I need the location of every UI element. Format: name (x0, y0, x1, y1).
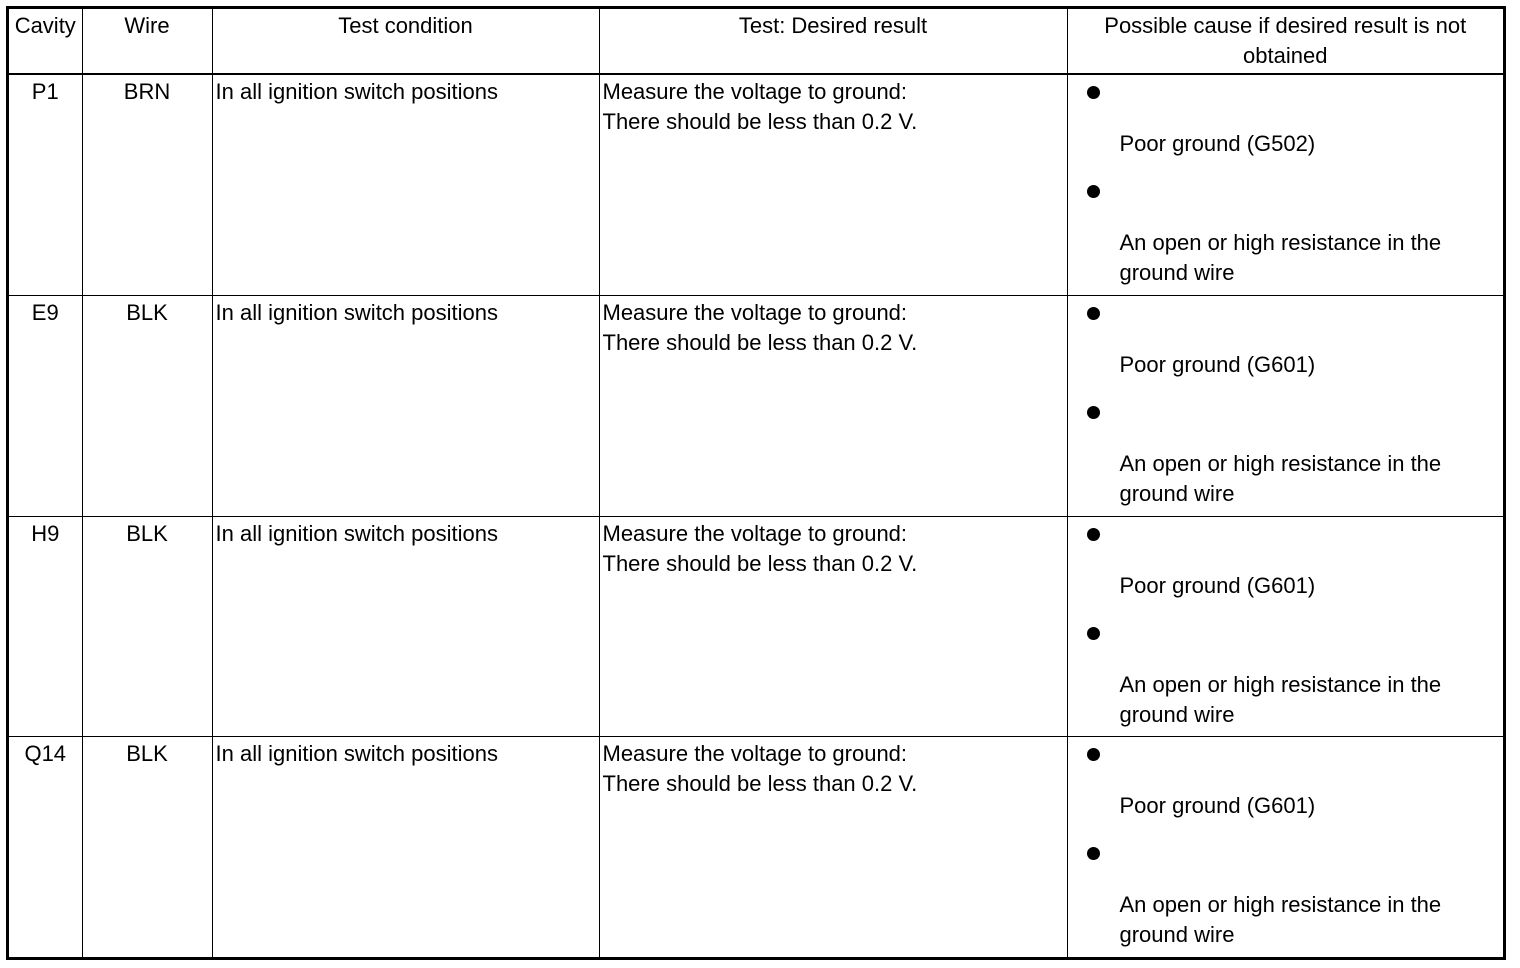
possible-cause-cell (1067, 737, 1503, 957)
result-instruction: Measure the voltage to ground: (602, 79, 908, 104)
header-possible-cause: Possible cause if desired result is not obtained (1067, 9, 1503, 74)
table-row (9, 516, 1503, 737)
wire-cell: BRN (82, 74, 212, 295)
table-row (9, 737, 1503, 957)
wire-cell: BLK (82, 295, 212, 516)
cause-list (1068, 737, 1504, 950)
bullet-icon (1087, 185, 1100, 198)
cause-text: An open or high resistance in the ground wire (1119, 892, 1442, 948)
test-condition-cell: In all ignition switch positions (212, 737, 599, 957)
table-row (9, 295, 1503, 516)
result-instruction: Measure the voltage to ground: (602, 299, 908, 325)
cause-text: An open or high resistance in the ground wire (1119, 671, 1442, 727)
ground-test-table-frame (6, 6, 1506, 960)
header-desired-result: Test: Desired result (599, 9, 1067, 74)
header-test-condition: Test condition (212, 9, 599, 74)
bullet-icon (1087, 748, 1100, 761)
header-wire: Wire (82, 9, 212, 74)
bullet-icon (1087, 627, 1100, 640)
bullet-icon (1087, 307, 1100, 320)
possible-cause-cell (1067, 516, 1503, 737)
result-expectation: There should be less than 0.2 V. (602, 550, 918, 576)
cavity-cell: H9 (9, 516, 82, 737)
wire-cell: BLK (82, 516, 212, 737)
cause-text: Poor ground (G502) (1119, 131, 1316, 156)
desired-result-cell (599, 516, 1067, 737)
list-item (1068, 616, 1504, 730)
cavity-cell: Q14 (9, 737, 82, 957)
result-instruction: Measure the voltage to ground: (602, 741, 908, 767)
cause-text: Poor ground (G601) (1119, 351, 1316, 377)
bullet-icon (1087, 406, 1100, 419)
cause-text: An open or high resistance in the ground wire (1119, 230, 1442, 285)
list-item (1068, 75, 1504, 159)
desired-result-cell (599, 737, 1067, 957)
table-row (9, 74, 1503, 295)
cause-text: Poor ground (G601) (1119, 793, 1316, 819)
bullet-icon (1087, 528, 1100, 541)
result-instruction: Measure the voltage to ground: (602, 520, 908, 546)
cavity-cell: E9 (9, 295, 82, 516)
result-expectation: There should be less than 0.2 V. (602, 109, 918, 134)
cavity-cell: P1 (9, 74, 82, 295)
ground-test-table (9, 9, 1503, 957)
desired-result-cell (599, 74, 1067, 295)
test-condition-cell: In all ignition switch positions (212, 295, 599, 516)
cause-list (1068, 517, 1504, 730)
cause-text: Poor ground (G601) (1119, 572, 1316, 598)
bullet-icon (1087, 86, 1100, 99)
result-expectation: There should be less than 0.2 V. (602, 329, 918, 355)
wire-cell: BLK (82, 737, 212, 957)
list-item (1068, 395, 1504, 509)
header-cavity: Cavity (9, 9, 82, 74)
test-condition-cell: In all ignition switch positions (212, 74, 599, 295)
cause-list (1068, 296, 1504, 509)
test-condition-cell: In all ignition switch positions (212, 516, 599, 737)
list-item (1068, 174, 1504, 288)
table-header-row (9, 9, 1503, 74)
possible-cause-cell (1067, 295, 1503, 516)
list-item (1068, 517, 1504, 601)
list-item (1068, 836, 1504, 950)
bullet-icon (1087, 847, 1100, 860)
possible-cause-cell (1067, 74, 1503, 295)
list-item (1068, 737, 1504, 821)
cause-list (1068, 75, 1504, 288)
list-item (1068, 296, 1504, 380)
desired-result-cell (599, 295, 1067, 516)
cause-text: An open or high resistance in the ground wire (1119, 450, 1442, 506)
result-expectation: There should be less than 0.2 V. (602, 771, 918, 797)
